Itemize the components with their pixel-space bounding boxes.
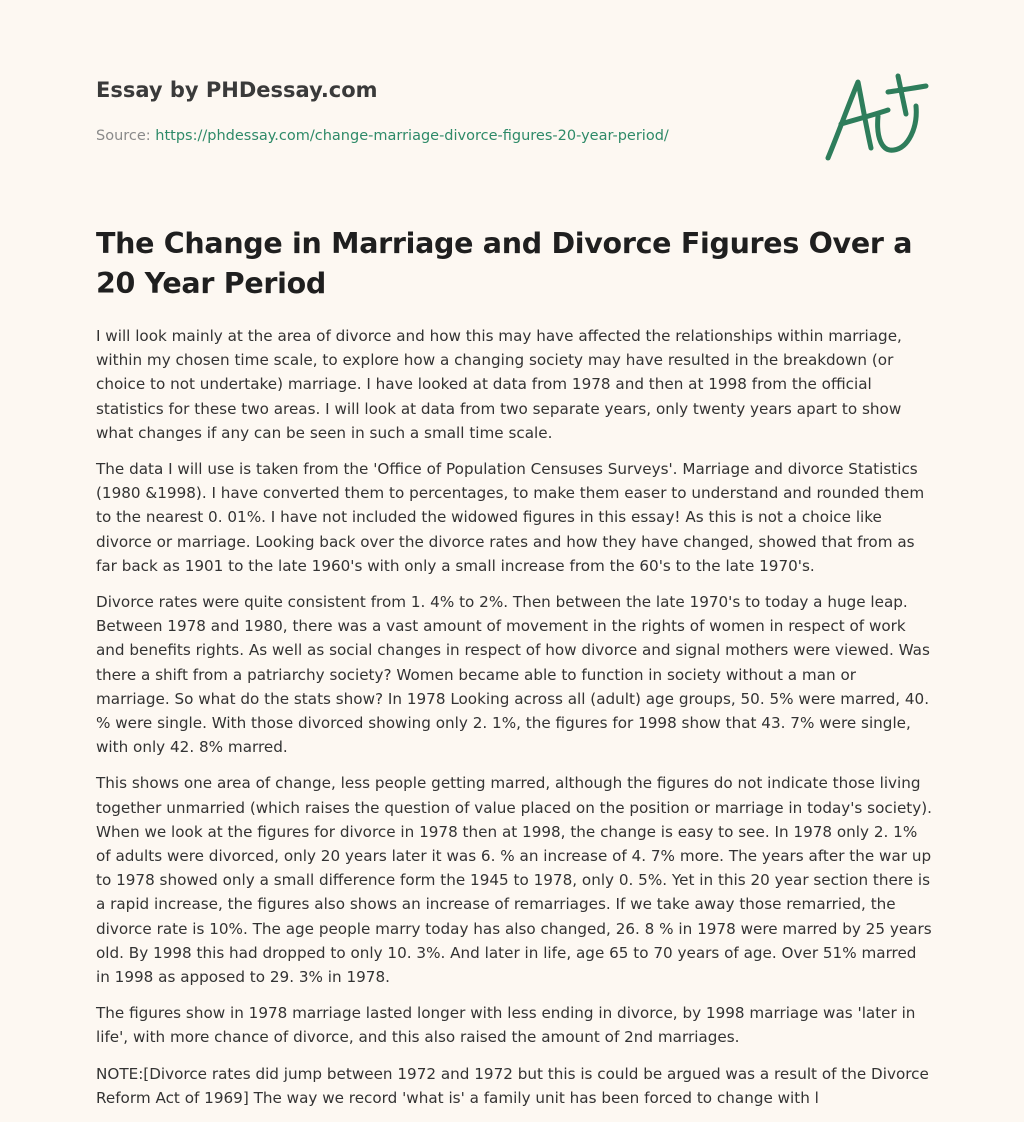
a-plus-grade-icon bbox=[818, 66, 930, 166]
essay-paragraph: This shows one area of change, less people getting marred, although the figures do not indicate those living together unmarried (which raises the question of value placed on the position or marriage in today's society). When we look at the figures for divorce in 1978 then at 1998, the change is easy to see. In 1978 only 2. 1% of adults were divorced, only 20 years later it was 6. % an increase of 4. 7% more. The years after the war up to 1978 showed only a small difference form the 1945 to 1978, only 0. 5%. Yet in this 20 year section there is a rapid increase, the figures also shows an increase of remarriages. If we take away those remarried, the divorce rate is 10%. The age people marry today has also changed, 26. 8 % in 1978 were marred by 25 years old. By 1998 this had dropped to only 10. 3%. And later in life, age 65 to 70 years of age. Over 51% marred in 1998 as apposed to 29. 3% in 1978. bbox=[96, 774, 932, 987]
essay-paragraph: I will look mainly at the area of divorce and how this may have affected the relationships within marriage, within my chosen time scale, to explore how a changing society may have resulted in the breakdown (or choice to not undertake) marriage. I have looked at data from 1978 and then at 1998 from the official statistics for these two areas. I will look at data from two separate years, only twenty years apart to show what changes if any can be seen in such a small time scale. bbox=[96, 327, 902, 442]
essay-title: The Change in Marriage and Divorce Figures Over a 20 Year Period bbox=[96, 227, 913, 300]
essay-header bbox=[96, 74, 796, 146]
essay-paragraph: NOTE:[Divorce rates did jump between 1972 and 1972 but this is could be argued was a result of the Divorce Reform Act of 1969] The way we record 'what is' a family unit has been forced to change with l bbox=[96, 1064, 929, 1107]
brand-title: Essay by PHDessay.com bbox=[96, 78, 378, 102]
essay-body bbox=[96, 324, 932, 1122]
source-link[interactable]: https://phdessay.com/change-marriage-divorce-figures-20-year-period/ bbox=[155, 128, 669, 144]
source-label: Source: bbox=[96, 128, 156, 144]
essay-paragraph: Divorce rates were quite consistent from 1. 4% to 2%. Then between the late 1970's to today a huge leap. Between 1978 and 1980, there was a vast amount of movement in the rights of women in respect of work and benefits rights. As well as social changes in respect of how divorce and signal mothers were viewed. Was there a shift from a patriarchy society? Women became able to function in society without a man or marriage. So what do the stats show? In 1978 Looking across all (adult) age groups, 50. 5% were marred, 40. % were single. With those divorced showing only 2. 1%, the figures for 1998 show that 43. 7% were single, with only 42. 8% marred. bbox=[96, 593, 930, 757]
essay-paragraph: The data I will use is taken from the 'Office of Population Censuses Surveys'. Marriage and divorce Statistics (1980 &1998). I have converted them to percentages, to make them easer to understand and rounded them to the nearest 0. 01%. I have not included the widowed figures in this essay! As this is not a choice like divorce or marriage. Looking back over the divorce rates and how they have changed, showed that from as far back as 1901 to the late 1960's with only a small increase from the 60's to the late 1970's. bbox=[96, 460, 925, 575]
essay-paragraph: The figures show in 1978 marriage lasted longer with less ending in divorce, by 1998 marriage was 'later in life', with more chance of divorce, and this also raised the amount of 2nd marriages. bbox=[96, 1004, 916, 1047]
source-line bbox=[96, 126, 796, 146]
